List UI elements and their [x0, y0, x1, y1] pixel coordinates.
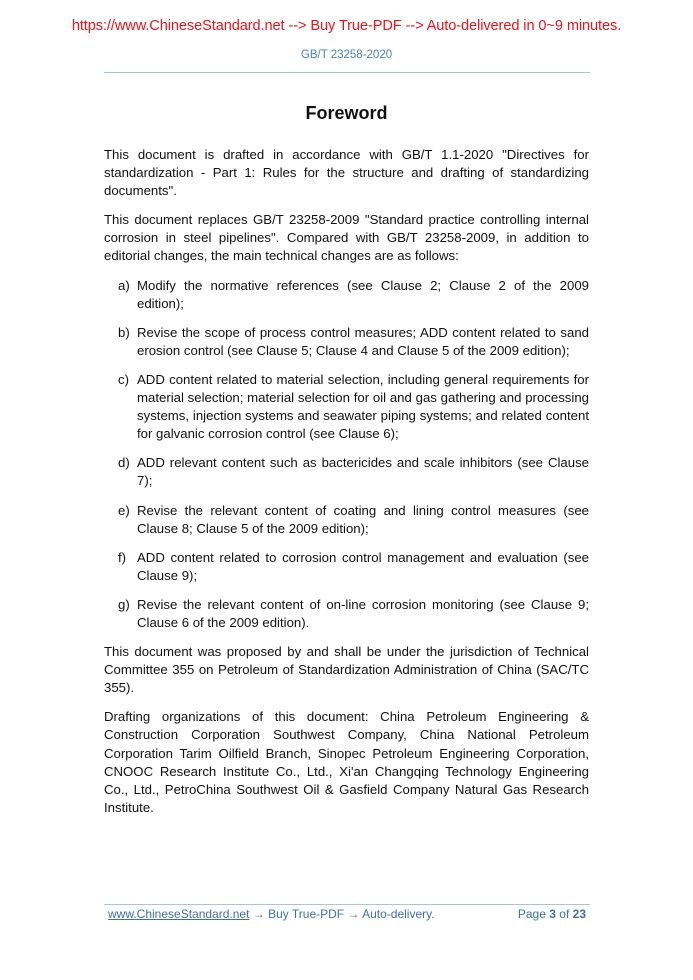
list-item-text: Revise the relevant content of on-line corrosion monitoring (see Clause 9; Clause 6 of the 2009 edition).	[137, 596, 589, 630]
page-label: Page	[517, 907, 546, 921]
footer-promo	[108, 907, 435, 921]
list-marker: d)	[118, 455, 130, 471]
list-item-text: ADD content related to corrosion control management and evaluation (see Clause 9);	[137, 549, 589, 583]
intro-paragraph: This document is drafted in accordance with GB/T 1.1-2020 "Directives for standardization - Part 1: Rules for the structure and drafting of standardizing documents".	[104, 147, 589, 199]
list-marker: c)	[118, 371, 129, 387]
page-current: 3	[549, 907, 556, 921]
jurisdiction-paragraph: This document was proposed by and shall be under the jurisdiction of Technical Committee 355 on Petroleum of Standardization Administration of China (SAC/TC 355).	[104, 644, 589, 696]
list-item	[118, 454, 589, 490]
page-number	[518, 907, 586, 921]
document-body	[104, 146, 589, 828]
list-marker: f)	[118, 549, 127, 565]
intro-paragraph: This document replaces GB/T 23258-2009 "Standard practice controlling internal corrosion in steel pipelines". Compared with GB/T 23258-2009, in addition to editorial changes, the main technical changes are as follows:	[104, 212, 589, 264]
page-total: 23	[572, 907, 586, 921]
standard-code-header: GB/T 23258-2020	[300, 49, 393, 61]
footer-site-link[interactable]: www.ChineseStandard.net	[108, 907, 250, 921]
list-item-text: ADD content related to material selection, including general requirements for material selection; material selection for oil and gas gathering and processing systems, injection systems and seawater piping systems; and related content for galvanic corrosion control (see Clause 6);	[137, 371, 589, 442]
page-of: of	[559, 907, 570, 921]
list-item	[118, 502, 589, 538]
list-item	[118, 324, 589, 360]
footer-divider	[104, 904, 590, 905]
list-item	[118, 277, 589, 313]
list-marker: b)	[118, 324, 130, 340]
list-item	[118, 371, 589, 443]
page-footer	[108, 907, 586, 921]
list-item-text: Revise the scope of process control measures; ADD content related to sand erosion control (see Clause 5; Clause 4 and Clause 5 of the 2009 edition);	[137, 324, 589, 358]
list-marker: a)	[118, 277, 130, 293]
changes-list	[104, 277, 589, 633]
list-item	[118, 549, 589, 585]
list-marker: g)	[118, 596, 130, 612]
list-marker: e)	[118, 502, 130, 518]
page-title: Foreword	[305, 103, 388, 123]
header-divider	[104, 72, 590, 73]
promo-banner[interactable]	[0, 18, 693, 34]
drafting-organizations-paragraph: Drafting organizations of this document: China Petroleum Engineering & Construction Corporation Southwest Company, China National Petroleum Corporation Tarim Oilfield Branch, Sinopec Petroleum Engineering Corporation, CNOOC Research Institute Co., Ltd., Xi'an Changqing Technology Engineering Co., Ltd., PetroChina Southwest Oil & Gasfield Company Natural Gas Research Institute.	[104, 709, 589, 815]
list-item-text: Revise the relevant content of coating and lining control measures (see Clause 8; Clause 5 of the 2009 edition);	[137, 502, 589, 536]
list-item-text: Modify the normative references (see Clause 2; Clause 2 of the 2009 edition);	[137, 277, 589, 311]
list-item-text: ADD relevant content such as bactericides and scale inhibitors (see Clause 7);	[137, 455, 589, 489]
list-item	[118, 596, 589, 632]
promo-banner-link[interactable]: https://www.ChineseStandard.net --> Buy True-PDF --> Auto-delivered in 0~9 minutes.	[71, 18, 622, 34]
footer-promo-text: → Buy True-PDF → Auto-delivery.	[249, 907, 435, 921]
